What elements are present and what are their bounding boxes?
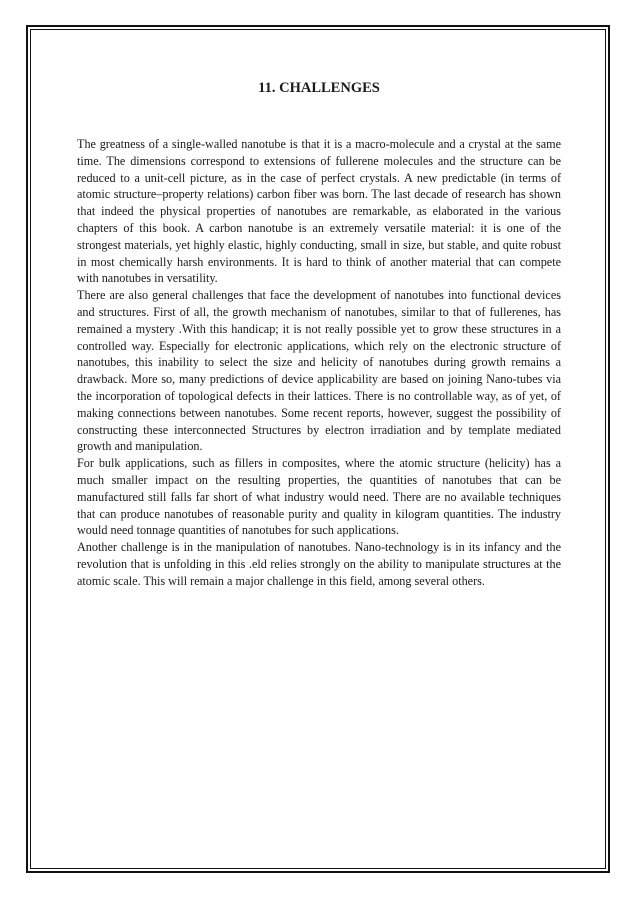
paragraph-4: Another challenge is in the manipulation of nanotubes. Nano-technology is in its infancy and the revolution that is unfolding in this .eld relies strongly on the ability to manipulate structures at the atomic scale. This will remain a major challenge in this field, among several others. — [77, 540, 561, 588]
body-text — [77, 136, 561, 590]
paragraph-1: The greatness of a single-walled nanotube is that it is a macro-molecule and a crystal at the same time. The dimensions correspond to extensions of fullerene molecules and the structure can be reduced to a unit-cell picture, as in the case of perfect crystals. A new predictable (in terms of atomic structure–property relations) carbon fiber was born. The last decade of research has shown that indeed the physical properties of nanotubes are remarkable, as elaborated in the various chapters of this book. A carbon nanotube is an extremely versatile material: it is one of the strongest materials, yet highly elastic, highly conducting, small in size, but stable, and quite robust in most chemically harsh environments. It is hard to think of another material that can compete with nanotubes in versatility. — [77, 137, 561, 286]
paragraph-2: There are also general challenges that face the development of nanotubes into functional devices and structures. First of all, the growth mechanism of nanotubes, similar to that of fullerenes, has remained a mystery .With this handicap; it is not really possible yet to grow these structures in a controlled way. Especially for electronic applications, which rely on the electronic structure of nanotubes, this inability to select the size and helicity of nanotubes during growth remains a drawback. More so, many predictions of device applicability are based on joining Nano-tubes via the incorporation of topological defects in their lattices. There is no controllable way, as of yet, of making connections between nanotubes. Some recent reports, however, suggest the possibility of constructing these interconnected Structures by electron irradiation and by template mediated growth and manipulation. — [77, 288, 561, 454]
page-title: 11. CHALLENGES — [258, 80, 380, 96]
paragraph-3: For bulk applications, such as fillers in composites, where the atomic structure (helicity) has a much smaller impact on the resulting properties, the quantities of nanotubes that can be manufactured still falls far short of what industry would need. There are no available techniques that can produce nanotubes of reasonable purity and quality in kilogram quantities. The industry would need tonnage quantities of nanotubes for such applications. — [77, 456, 561, 538]
